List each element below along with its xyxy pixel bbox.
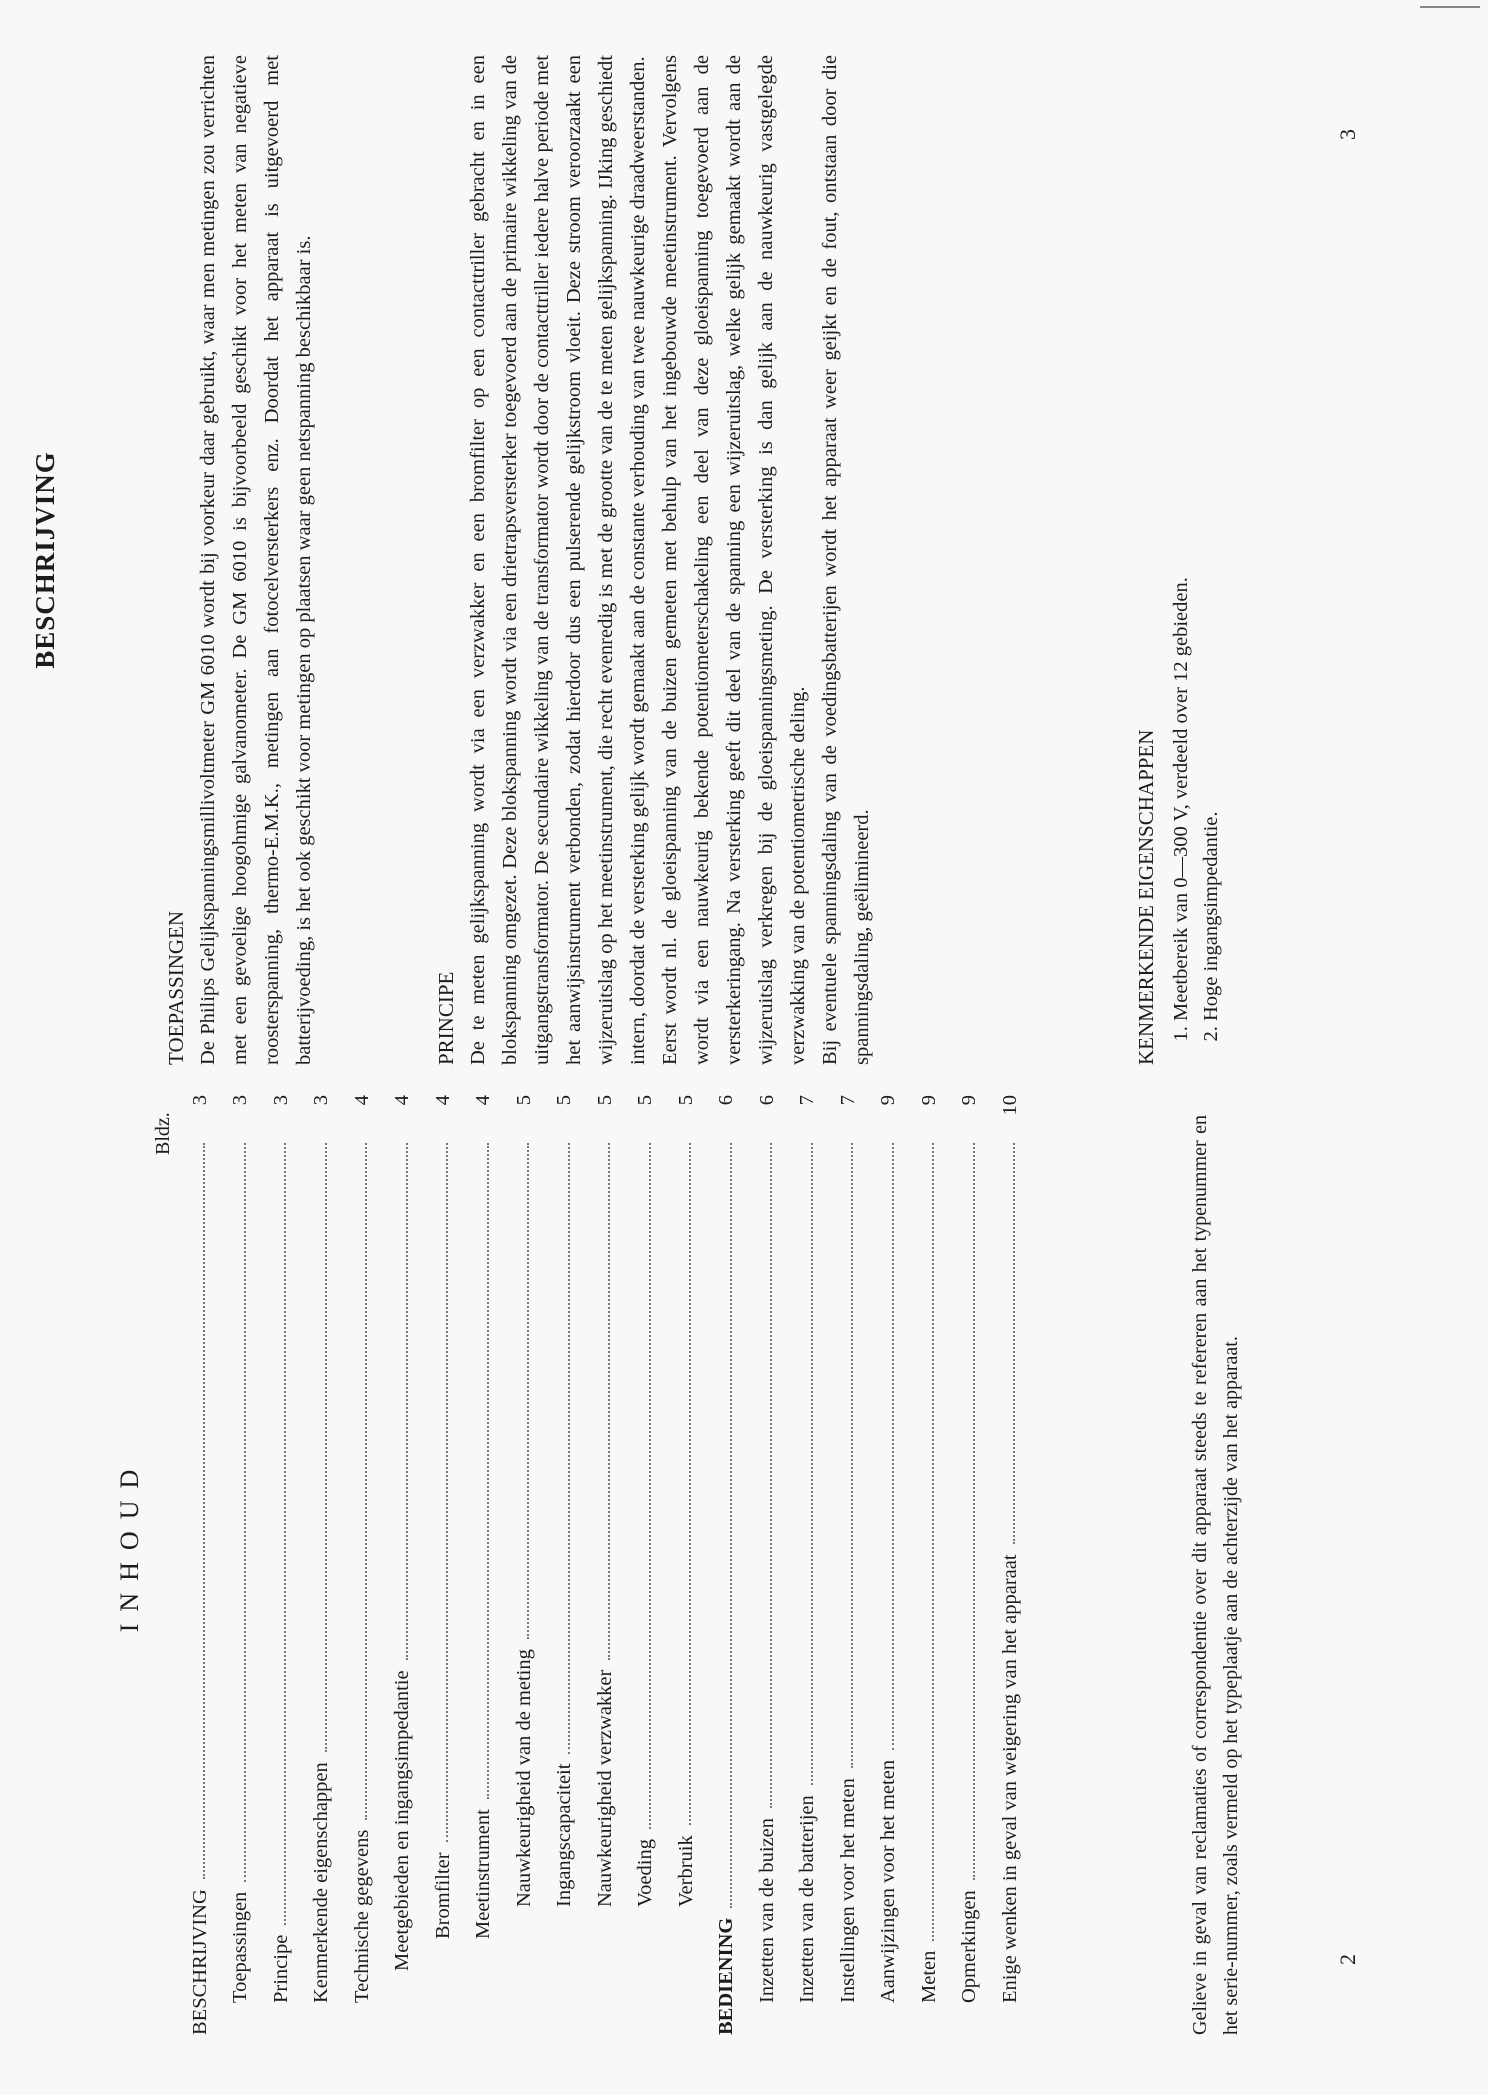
toc-row — [828, 1095, 869, 2035]
toc-leader-dots — [527, 1143, 529, 1639]
section-title: KENMERKENDE EIGENSCHAPPEN — [1134, 729, 1158, 1065]
page-number-left: 2 — [1335, 1954, 1360, 1965]
left-page — [0, 1055, 1488, 2035]
toc-leader-dots — [446, 1143, 448, 1842]
section-title: PRINCIPE — [434, 971, 458, 1065]
page-number-right: 3 — [1335, 129, 1360, 140]
toc-entry-page: 4 — [431, 1095, 454, 1106]
toc-row — [626, 1095, 667, 2035]
toc-row — [423, 1095, 464, 2035]
toc-entry-label: Technische gegevens — [351, 1824, 374, 2035]
toc-leader-dots — [406, 1143, 408, 1660]
toc-row — [261, 1095, 302, 2035]
toc-entry-page: 5 — [634, 1095, 657, 1106]
toc-entry-label: Nauwkeurigheid verzwakker — [594, 1664, 617, 2035]
toc-leader-dots — [568, 1143, 570, 1754]
toc-entry-page: 3 — [229, 1095, 252, 1106]
main-heading: BESCHRIJVING — [30, 451, 60, 669]
toc-entry-page: 5 — [593, 1095, 616, 1106]
toc-row — [383, 1095, 424, 2035]
paragraph: Eerst wordt nl. de gloeispanning van de buizen gemeten met behulp van het ingebouwde meetinstrument. Vervolgens wordt via een nauwkeurig bekende potentiometerschakeling een deel van deze gloeispanning toegevoerd aan de versterkeringang. Na versterking geeft dit deel van de spanning een wijzeruitslag, welke gelijk gemaakt wordt aan de wijzeruitslag verkregen bij de gloeispanningsmeting. De versterking is dan gelijk aan de nauwkeurig vastgelegde verzwakking van de potentiometrische deling. — [659, 55, 809, 1065]
toc-entry-label: Toepassingen — [229, 1886, 252, 2035]
toc-row — [707, 1095, 748, 2035]
toc-entry-page: 4 — [472, 1095, 495, 1106]
toc-row — [909, 1095, 950, 2035]
toc-leader-dots — [851, 1143, 853, 1768]
list-item: 1. Meetbereik van 0—300 V, verdeeld over 12 gebieden. — [1166, 55, 1196, 1021]
toc-leader-dots — [284, 1143, 286, 1925]
toc-row — [180, 1095, 221, 2035]
paragraph: De Philips Gelijkspanningsmillivoltmeter GM 6010 wordt bij voorkeur daar gebruikt, waar men metingen zou verrichten met een gevoelige hoogohmige galvanometer. De GM 6010 is bijvoorbeeld geschikt voor het meten van negatieve roosterspanning, thermo-E.M.K., metingen aan fotocelversterkers enz. Doordat het apparaat is uitgevoerd met batterijvoeding, is het ook geschikt voor metingen op plaatsen waar geen netspanning beschikbaar is. — [197, 55, 315, 1065]
toc-entry-page: 10 — [998, 1095, 1021, 1116]
table-of-contents — [180, 1095, 1031, 2035]
toc-entry-label: Ingangscapaciteit — [553, 1758, 576, 2035]
toc-entry-label: Verbruik — [675, 1829, 698, 2035]
toc-row — [666, 1095, 707, 2035]
toc-entry-page: 5 — [553, 1095, 576, 1106]
toc-leader-dots — [811, 1143, 813, 1785]
toc-entry-page: 5 — [674, 1095, 697, 1106]
toc-leader-dots — [689, 1143, 691, 1825]
toc-entry-label: Meetgebieden en ingangsimpedantie — [391, 1664, 414, 2035]
toc-leader-dots — [325, 1143, 327, 1752]
toc-entry-page: 9 — [917, 1095, 940, 1106]
toc-row — [747, 1095, 788, 2035]
toc-entry-label: Meetinstrument — [472, 1803, 495, 2035]
toc-leader-dots — [770, 1143, 772, 1808]
toc-entry-label: Principe — [270, 1929, 293, 2035]
toc-leader-dots — [1013, 1143, 1015, 1544]
toc-entry-page: 7 — [836, 1095, 859, 1106]
toc-entry-page: 5 — [512, 1095, 535, 1106]
toc-entry-label: Nauwkeurigheid van de meting — [513, 1643, 536, 2035]
toc-leader-dots — [203, 1143, 205, 1879]
toc-entry-page: 6 — [755, 1095, 778, 1106]
toc-entry-page: 4 — [350, 1095, 373, 1106]
toc-row — [585, 1095, 626, 2035]
toc-entry-label: Voeding — [634, 1833, 657, 2035]
toc-entry-page: 3 — [310, 1095, 333, 1106]
toc-row — [869, 1095, 910, 2035]
list-item: 2. Hoge ingangsimpedantie. — [1196, 55, 1226, 1021]
toc-row — [302, 1095, 343, 2035]
toc-row — [342, 1095, 383, 2035]
section-principe — [430, 55, 878, 1065]
toc-row — [504, 1095, 545, 2035]
toc-entry-page: 7 — [796, 1095, 819, 1106]
toc-entry-label: Instellingen voor het meten — [837, 1772, 860, 2035]
toc-entry-page: 6 — [715, 1095, 738, 1106]
toc-entry-page: 9 — [877, 1095, 900, 1106]
toc-row — [545, 1095, 586, 2035]
toc-entry-label: Inzetten van de buizen — [756, 1812, 779, 2035]
section-title: TOEPASSINGEN — [164, 910, 188, 1065]
toc-row — [221, 1095, 262, 2035]
paragraph: Bij eventuele spanningsdaling van de voedingsbatterijen wordt het apparaat weer geijkt en de fout, ontstaan door die spanningsdaling, geëlimineerd. — [819, 55, 873, 1065]
toc-entry-label: Opmerkingen — [958, 1884, 981, 2035]
toc-leader-dots — [487, 1143, 489, 1799]
toc-page-column-header: Bldz. — [152, 1112, 174, 1155]
toc-entry-label: Meten — [918, 1945, 941, 2035]
toc-entry-label: Bromfilter — [432, 1846, 455, 2035]
toc-leader-dots — [932, 1143, 934, 1941]
toc-entry-page: 3 — [188, 1095, 211, 1106]
right-page — [0, 55, 1488, 1065]
toc-row — [788, 1095, 829, 2035]
toc-leader-dots — [892, 1143, 894, 1750]
correspondence-note: Gelieve in geval van reclamaties of correspondentie over dit apparaat steeds te refereren aan het typenummer en het serie-nummer, zoals vermeld op het typeplaatje aan de achterzijde van het apparaat. — [1189, 1115, 1242, 2035]
toc-entry-label: Aanwijzingen voor het meten — [877, 1754, 900, 2035]
toc-entry-label: Enige wenken in geval van weigering van het apparaat — [999, 1548, 1022, 2035]
properties-list — [1166, 55, 1226, 1065]
toc-leader-dots — [365, 1143, 367, 1820]
toc-leader-dots — [649, 1143, 651, 1829]
toc-entry-page: 9 — [958, 1095, 981, 1106]
toc-entry-label: Kenmerkende eigenschappen — [310, 1756, 333, 2035]
toc-entry-page: 3 — [269, 1095, 292, 1106]
toc-title: INHOUD — [115, 1457, 144, 1633]
paragraph: De te meten gelijkspanning wordt via een verzwakker en een bromfilter op een contacttriller gebracht en in een blokspanning omgezet. Deze blokspanning wordt via een drietrapsversterker toegevoerd aan de primaire wikkeling van de uitgangstransformator. De secundaire wikkeling van de transformator wordt door de contacttriller iedere halve periode met het aanwijsinstrument verbonden, zodat hierdoor dus een pulserende gelijkstroom vloeit. Deze stroom veroorzaakt een wijzeruitslag op het meetinstrument, die recht evenredig is met de grootte van de te meten gelijkspanning. IJking geschiedt intern, doordat de versterking gelijk wordt gemaakt aan de constante verhouding van twee nauwkeurige draadweerstanden. — [467, 55, 649, 1065]
toc-leader-dots — [730, 1143, 732, 1908]
section-toepassingen — [160, 55, 320, 1065]
toc-leader-dots — [244, 1143, 246, 1882]
section-kenmerkende-eigenschappen — [1130, 55, 1226, 1065]
toc-entry-label: Inzetten van de batterijen — [796, 1789, 819, 2035]
toc-row — [464, 1095, 505, 2035]
toc-leader-dots — [608, 1143, 610, 1660]
toc-entry-label: BESCHRIJVING — [189, 1883, 212, 2035]
toc-leader-dots — [973, 1143, 975, 1880]
toc-entry-label: BEDIENING — [715, 1912, 738, 2035]
toc-entry-page: 4 — [391, 1095, 414, 1106]
toc-row — [950, 1095, 991, 2035]
toc-row — [990, 1095, 1031, 2035]
